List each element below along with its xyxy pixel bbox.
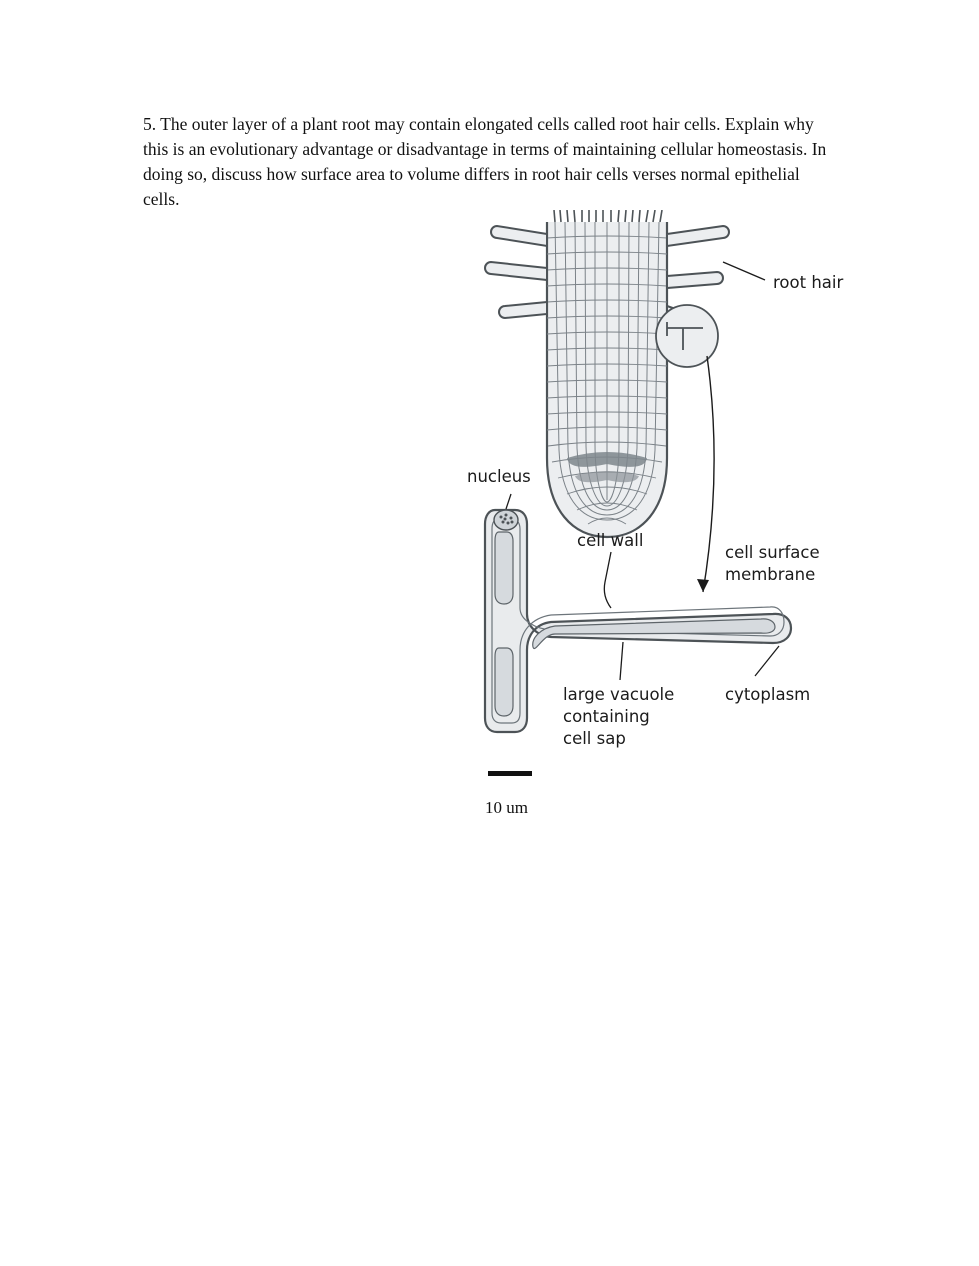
label-nucleus: nucleus xyxy=(467,467,531,486)
label-large-vacuole-line1: large vacuole xyxy=(563,685,675,704)
scale-bar xyxy=(488,771,532,776)
question-text: 5. The outer layer of a plant root may contain elongated cells called root hair cells. Explain why this is an evolutionary advantage or disadvantage in terms of maintaining cellular homeostasis. In doing so, discuss how surface area to volume differs in root hair cells verses normal epithelial cells. xyxy=(143,114,827,209)
label-large-vacuole-line3: cell sap xyxy=(563,729,626,748)
scale-bar-label: 10 um xyxy=(485,798,528,817)
label-large-vacuole-line2: containing xyxy=(563,707,650,726)
root-hair-cell-diagram xyxy=(455,210,875,830)
label-root-hair: root hair xyxy=(773,273,844,292)
label-cell-surface-membrane-line1: cell surface xyxy=(725,543,820,562)
label-cell-wall: cell wall xyxy=(577,531,644,550)
root-tip-drawing xyxy=(485,210,843,592)
label-cell-surface-membrane-line2: membrane xyxy=(725,565,816,584)
label-cytoplasm: cytoplasm xyxy=(725,685,811,704)
